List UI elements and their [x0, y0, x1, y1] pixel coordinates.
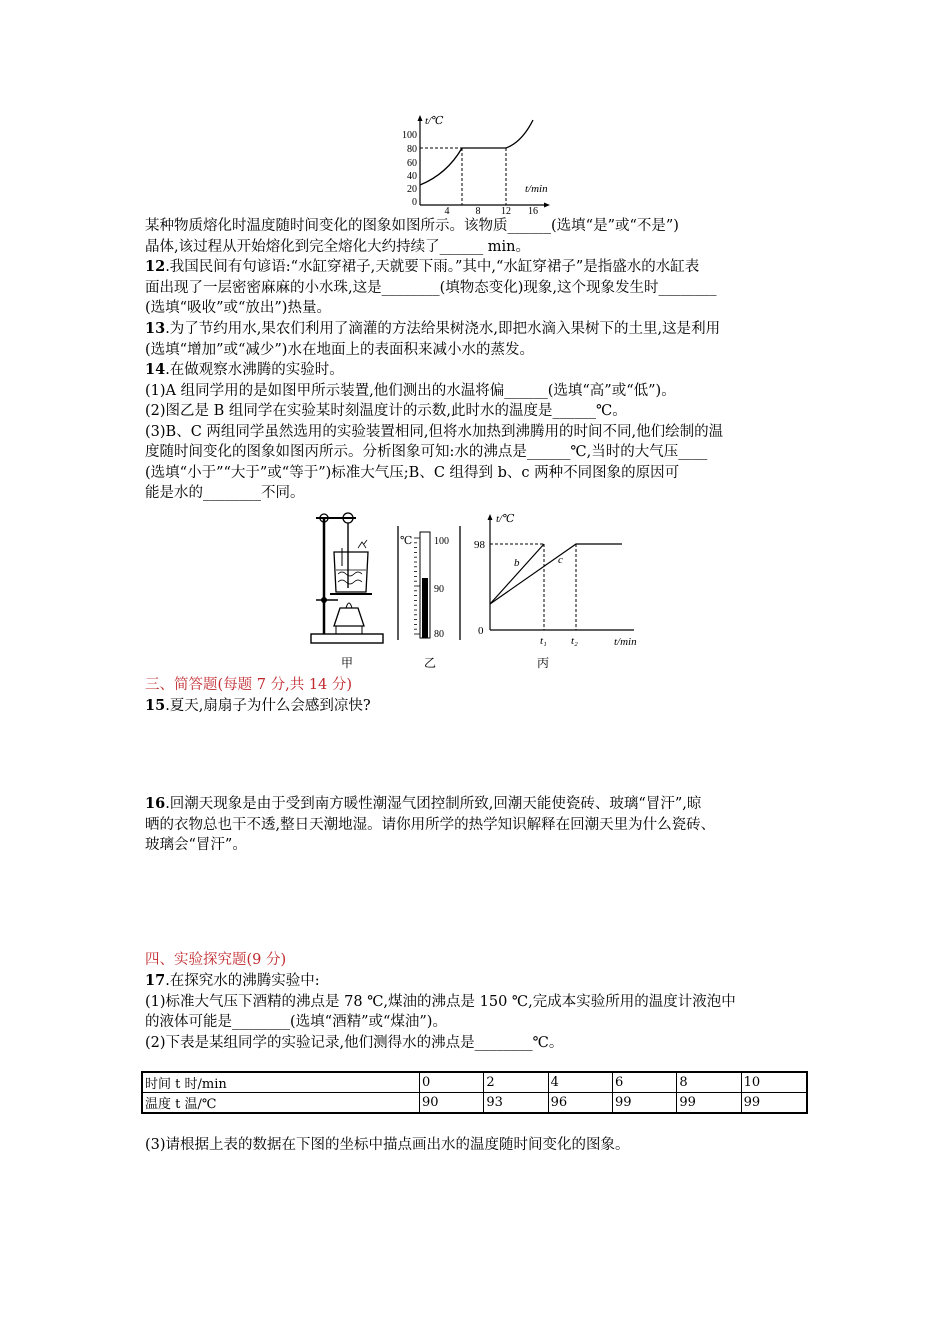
section-3-heading — [145, 675, 805, 696]
table-row — [142, 1072, 807, 1093]
y-tick: 80 — [407, 144, 417, 155]
thermo-tick-label: 90 — [434, 584, 444, 595]
table-cell: 96 — [548, 1093, 612, 1114]
section-4-heading — [145, 950, 805, 971]
question-11 — [145, 216, 805, 257]
q15-text: .夏天,扇扇子为什么会感到凉快? — [165, 698, 371, 714]
q12-line2: 面出现了一层密密麻麻的小水珠,这是________(填物态变化)现象,这个现象发生时________ — [145, 279, 717, 296]
thermo-tick-label: 100 — [434, 536, 449, 547]
q17-sub1-line1: (1)标准大气压下酒精的沸点是 78 ℃,煤油的沸点是 150 ℃,完成本实验所用的温度计液泡中 — [145, 993, 736, 1010]
q14-sub1: (1)A 组同学用的是如图甲所示装置,他们测出的水温将偏______(选填“高”或“低”)。 — [145, 382, 676, 399]
q12-number: 12 — [145, 258, 166, 275]
x-tick: 8 — [475, 206, 481, 216]
y-axis-label: t/℃ — [425, 115, 444, 127]
q12-line1: .我国民间有句谚语:“水缸穿裙子,天就要下雨。”其中,“水缸穿裙子”是指盛水的水缸表 — [165, 259, 700, 275]
q13-line2: (选填“增加”或“减少”)水在地面上的表面积来减小水的蒸发。 — [145, 341, 534, 358]
question-15 — [145, 696, 805, 717]
table-cell: 93 — [484, 1093, 548, 1114]
q14-sub2: (2)图乙是 B 组同学在实验某时刻温度计的示数,此时水的温度是______℃。 — [145, 403, 627, 419]
table-cell: 99 — [741, 1093, 807, 1114]
curve-b — [490, 544, 544, 604]
question-16 — [145, 794, 805, 856]
q17-sub3-block — [145, 1135, 805, 1156]
t1-label: t₁ — [540, 635, 547, 647]
q17-sub1-line2: 的液体可能是________(选填“酒精”或“煤油”)。 — [145, 1014, 447, 1030]
q13-number: 13 — [145, 320, 166, 337]
curve-c — [490, 544, 622, 604]
row-label-time: 时间 t 时/min — [142, 1072, 420, 1093]
q14-number: 14 — [145, 361, 166, 378]
x-tick: 12 — [501, 206, 511, 216]
q16-number: 16 — [145, 795, 166, 812]
q11-line2: 晶体,该过程从开始熔化到完全熔化大约持续了______ min。 — [145, 238, 530, 255]
y-tick: 100 — [402, 130, 417, 141]
thermometer-unit: ℃ — [400, 535, 413, 547]
x-tick: 16 — [528, 206, 538, 216]
q17-sub2: (2)下表是某组同学的实验记录,他们测得水的沸点是________℃。 — [145, 1034, 564, 1051]
y-tick: 60 — [407, 158, 417, 169]
curve-b-label: b — [514, 557, 520, 569]
q14-intro: .在做观察水沸腾的实验时。 — [165, 362, 344, 378]
section-4-title: 四、实验探究题(9 分) — [145, 952, 287, 968]
curve-c-label: c — [558, 554, 563, 566]
bing-y-label: t/℃ — [496, 513, 515, 525]
section-3-title: 三、简答题 — [145, 677, 218, 693]
q14-sub3-line3: (选填“小于”“大于”或“等于”)标准大气压;B、C 组得到 b、c 两种不同图象的原因可 — [145, 464, 680, 481]
question-13 — [145, 319, 805, 360]
q14-sub3-line4: 能是水的________不同。 — [145, 485, 305, 501]
q14-sub3-line2: 度随时间变化的图象如图丙所示。分析图象可知:水的沸点是______℃,当时的大气压____ — [145, 444, 708, 460]
bing-zero-label: 0 — [478, 625, 484, 637]
q11-line1: 某种物质熔化时温度随时间变化的图象如图所示。该物质______(选填“是”或“不是”) — [145, 218, 679, 234]
t2-label: t₂ — [571, 635, 578, 647]
table-cell: 6 — [612, 1072, 676, 1093]
melting-curve — [420, 120, 533, 185]
q16-line1: .回潮天现象是由于受到南方暖性潮湿气团控制所致,回潮天能使瓷砖、玻璃“冒汗”,晾 — [165, 796, 702, 812]
label-bing: 丙 — [537, 656, 550, 670]
table-cell: 0 — [420, 1072, 484, 1093]
boiling-graph — [474, 508, 646, 648]
q17-intro: .在探究水的沸腾实验中: — [165, 973, 320, 989]
table-row — [142, 1093, 807, 1114]
q17-sub3: (3)请根据上表的数据在下图的坐标中描点画出水的温度随时间变化的图象。 — [145, 1137, 630, 1153]
apparatus-figure — [308, 508, 388, 653]
table-cell: 99 — [677, 1093, 741, 1114]
y-tick: 40 — [407, 171, 417, 182]
record-table — [141, 1071, 808, 1114]
row-label-temp: 温度 t 温/℃ — [142, 1093, 420, 1114]
table-cell: 99 — [612, 1093, 676, 1114]
q12-line3: (选填“吸收”或“放出”)热量。 — [145, 300, 331, 316]
q17-number: 17 — [145, 972, 166, 989]
q14-sub3-line1: (3)B、C 两组同学虽然选用的实验装置相同,但将水加热到沸腾用的时间不同,他们绘制的温 — [145, 423, 724, 440]
section-3-note: (每题 7 分,共 14 分) — [217, 677, 353, 693]
thermometer-liquid — [422, 578, 428, 638]
q13-line1: .为了节约用水,果农们利用了滴灌的方法给果树浇水,即把水滴入果树下的土里,这是利用 — [165, 321, 721, 337]
x-axis-label: t/min — [525, 183, 548, 195]
label-jia: 甲 — [341, 656, 354, 670]
question-17 — [145, 971, 805, 1053]
thermo-tick-label: 80 — [434, 629, 444, 640]
y-tick: 20 — [407, 184, 417, 195]
q16-line3: 玻璃会“冒汗”。 — [145, 837, 247, 853]
table-cell: 2 — [484, 1072, 548, 1093]
bing-98-label: 98 — [474, 539, 485, 551]
table-cell: 8 — [677, 1072, 741, 1093]
question-12 — [145, 257, 805, 319]
table-cell: 90 — [420, 1093, 484, 1114]
thermometer-figure — [394, 522, 464, 642]
x-tick: 4 — [444, 206, 450, 216]
table-cell: 10 — [741, 1072, 807, 1093]
q16-line2: 晒的衣物总也干不透,整日天潮地湿。请你用所学的热学知识解释在回潮天里为什么瓷砖、 — [145, 816, 716, 833]
q15-number: 15 — [145, 697, 166, 714]
bing-x-label: t/min — [614, 636, 637, 648]
table-cell: 4 — [548, 1072, 612, 1093]
melting-graph — [392, 112, 562, 216]
y-tick: 0 — [412, 197, 417, 208]
question-14 — [145, 360, 805, 504]
label-yi: 乙 — [424, 656, 437, 670]
